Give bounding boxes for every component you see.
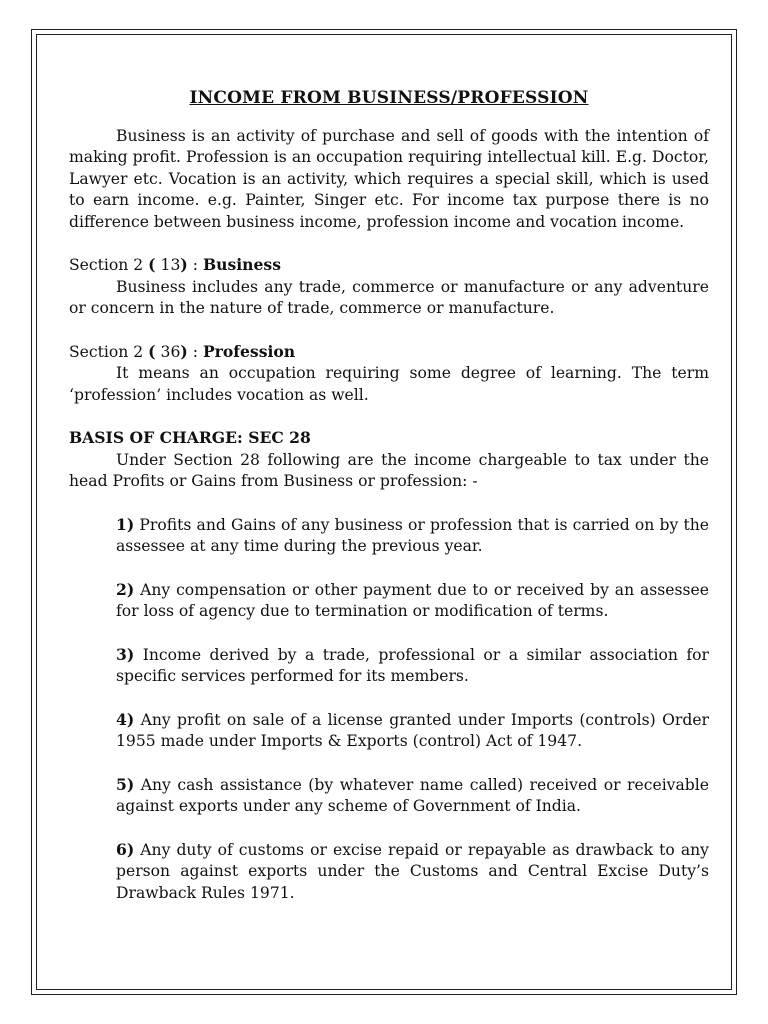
list-item: 6) Any duty of customs or excise repaid or repayable as drawback to any person against exports under the Customs and Central Excise Duty’s Drawback Rules 1971. xyxy=(116,839,709,902)
section-business-heading: Section 2 ( 13) : Business xyxy=(69,255,281,274)
list-item: 4) Any profit on sale of a license granted under Imports (controls) Order 1955 made under Imports & Exports (control) Act of 1947. xyxy=(116,709,709,750)
basis-body: Under Section 28 following are the income chargeable to tax under the head Profits or Gains from Business or profession: - xyxy=(69,450,709,490)
list-item: 5) Any cash assistance (by whatever name called) received or receivable against exports under any scheme of Government of India. xyxy=(116,774,709,815)
section-profession-body: It means an occupation requiring some degree of learning. The term ‘profession’ includes vocation as well. xyxy=(69,364,709,404)
page-border xyxy=(31,29,737,995)
intro-paragraph: Business is an activity of purchase and sell of goods with the intention of making profit. Profession is an occupation requiring intellectual kill. E.g. Doctor, Lawyer etc. Vocation is an activity, which requires a special skill, which is used to earn income. e.g. Painter, Singer etc. For income tax purpose there is no difference between business income, profession income and vocation income. xyxy=(69,126,709,231)
section-business-body: Business includes any trade, commerce or manufacture or any adventure or concern in the nature of trade, commerce or manufacture. xyxy=(69,277,709,317)
charge-list xyxy=(69,514,709,905)
section-profession-label: Profession xyxy=(202,341,296,361)
page-title: INCOME FROM BUSINESS/PROFESSION xyxy=(189,88,589,108)
section-business-label: Business xyxy=(202,255,281,274)
basis-heading: BASIS OF CHARGE: SEC 28 xyxy=(69,428,311,447)
list-item-number: 3) xyxy=(116,644,135,664)
list-item-number: 1) xyxy=(116,514,135,534)
list-item: 1) Profits and Gains of any business or profession that is carried on by the assessee at any time during the previous year. xyxy=(116,514,709,555)
list-item: 3) Income derived by a trade, professional or a similar association for specific services performed for its members. xyxy=(116,644,709,685)
document-body xyxy=(69,88,709,904)
list-item-number: 4) xyxy=(116,709,135,729)
list-item-number: 5) xyxy=(116,774,135,794)
list-item-number: 6) xyxy=(116,839,135,859)
list-item-number: 2) xyxy=(116,579,135,599)
list-item: 2) Any compensation or other payment due to or received by an assessee for loss of agency due to termination or modification of terms. xyxy=(116,579,709,620)
section-profession-heading: Section 2 ( 36) : Profession xyxy=(69,341,296,361)
